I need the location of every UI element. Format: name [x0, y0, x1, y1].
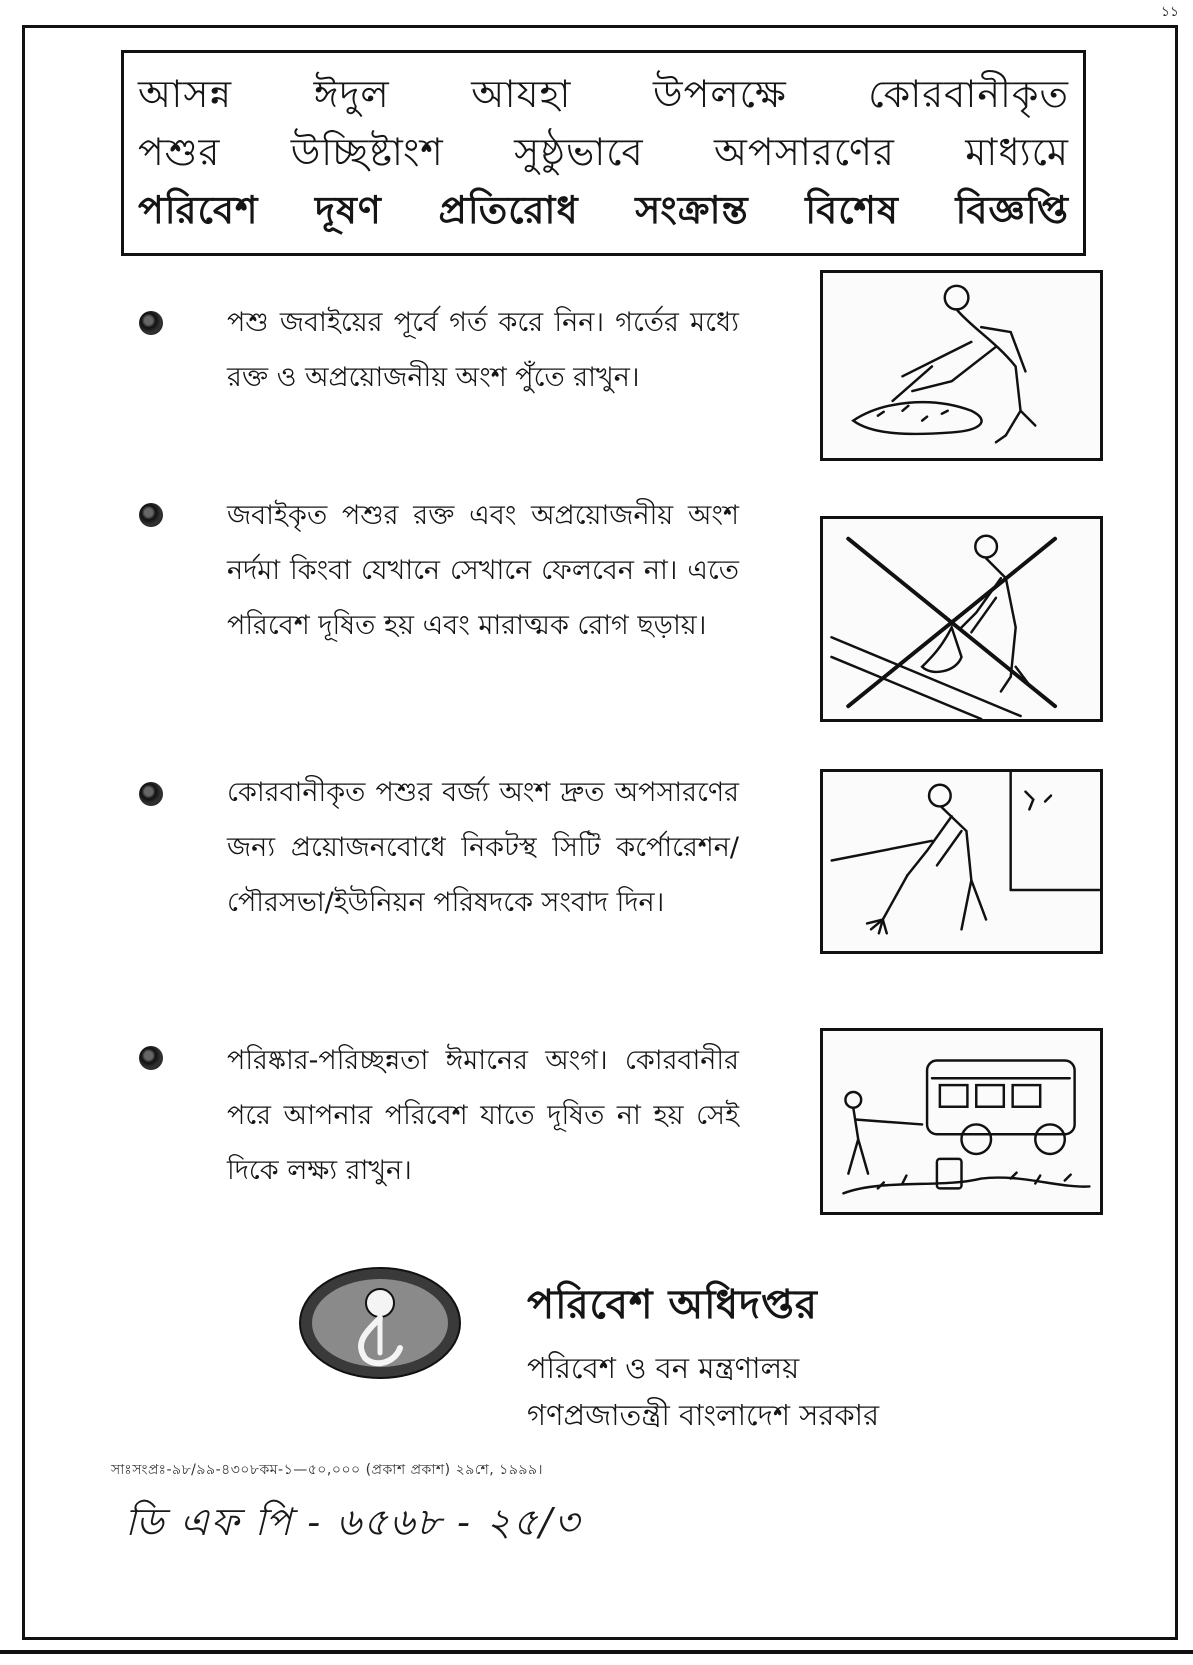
title-line-2: পশুর উচ্ছিষ্টাংশ সুষ্ঠুভাবে অপসারণের মাধ্যমে: [138, 130, 1069, 174]
item-text: পরিষ্কার-পরিচ্ছন্নতা ঈমানের অংগ। কোরবানীর পরে আপনার পরিবেশ যাতে দূষিত না হয় সেই দিকে লক্ষ্য রাখুন।: [227, 1045, 739, 1186]
item-text: কোরবানীকৃত পশুর বর্জ্য অংশ দ্রুত অপসারণের জন্য প্রয়োজনবোধে নিকটস্থ সিটি কর্পোরেশন/পৌরসভা/ইউনিয়ন পরিষদকে সংবাদ দিন।: [227, 777, 739, 918]
bullet-icon: [139, 1046, 163, 1070]
notice-title-box: [121, 50, 1086, 256]
page-number: ১১: [1160, 4, 1179, 20]
crossed-out-dumping-illustration: [820, 516, 1103, 722]
notice-sheet: [22, 25, 1178, 1640]
item-text: পশু জবাইয়ের পূর্বে গর্ত করে নিন। গর্তের মধ্যে রক্ত ও অপ্রয়োজনীয় অংশ পুঁতে রাখুন।: [227, 307, 739, 393]
handwritten-reference: ডি এফ পি - ৬৫৬৮ - ২৫/৩: [125, 1500, 581, 1544]
ministry-name: পরিবেশ ও বন মন্ত্রণালয়: [527, 1351, 800, 1385]
government-name: গণপ্রজাতন্ত্রী বাংলাদেশ সরকার: [527, 1398, 880, 1432]
bottom-rule: [0, 1650, 1193, 1654]
org-title: পরিবেশ অধিদপ্তর: [527, 1282, 818, 1328]
bullet-icon: [139, 503, 163, 527]
digging-pit-illustration: [820, 270, 1103, 461]
waste-truck-illustration: [820, 1028, 1103, 1215]
bullet-icon: [139, 782, 163, 806]
department-of-environment-logo: [295, 1263, 465, 1383]
sweeping-illustration: [820, 769, 1103, 954]
title-line-1: আসন্ন ঈদুল আযহা উপলক্ষে কোরবানীকৃত: [138, 72, 1069, 116]
print-reference: সাঃসংপ্রঃ-৯৮/৯৯-৪৩০৮কম-১—৫০,০০০ (প্রকাশ প্রকাশ) ২৯শে, ১৯৯৯।: [111, 1462, 543, 1478]
bullet-icon: [139, 311, 163, 335]
item-text: জবাইকৃত পশুর রক্ত এবং অপ্রয়োজনীয় অংশ নর্দমা কিংবা যেখানে সেখানে ফেলবেন না। এতে পরিবেশ দূষিত হয় এবং মারাত্মক রোগ ছড়ায়।: [227, 500, 739, 641]
title-line-3: পরিবেশ দূষণ প্রতিরোধ সংক্রান্ত বিশেষ বিজ্ঞপ্তি: [138, 188, 1069, 232]
